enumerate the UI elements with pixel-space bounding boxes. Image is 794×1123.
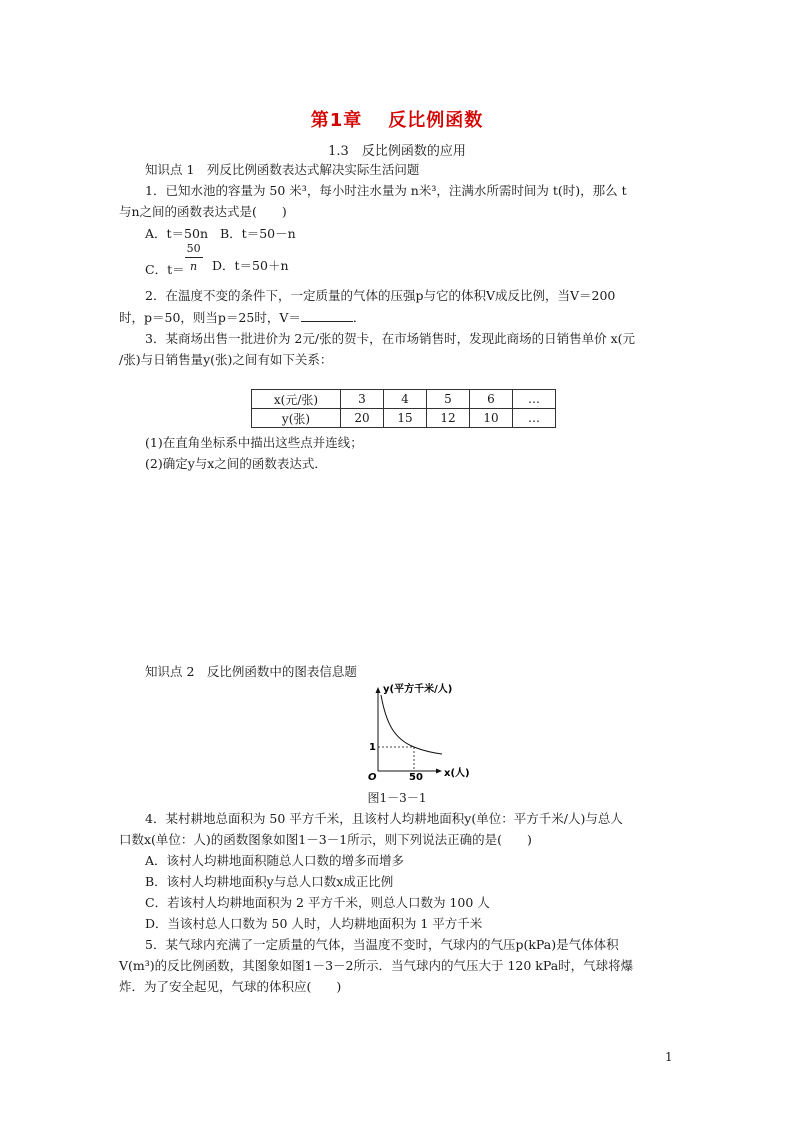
question-1-option-c <box>145 242 203 278</box>
question-2-line-2 <box>119 309 365 326</box>
table-row <box>252 390 556 409</box>
page-number: 1 <box>665 1050 673 1064</box>
table-cell: 12 <box>427 409 470 428</box>
question-2-end: ． <box>352 310 366 325</box>
option-c-label: C．t＝ <box>145 262 185 277</box>
question-5-line-1: 5．某气球内充满了一定质量的气体，当温度不变时，气球内的气压p(kPa)是气体体积 <box>145 937 619 952</box>
question-1-option-a: A．t＝50n <box>145 226 209 241</box>
question-5-line-2: V(m³)的反比例函数，其图象如图1－3－2所示．当气球内的气压大于 120 kPa时，气球将爆 <box>119 958 634 973</box>
price-sales-table <box>251 389 556 428</box>
table-cell: 20 <box>341 409 384 428</box>
question-3-sub-2: (2)确定y与x之间的函数表达式． <box>145 456 327 471</box>
knowledge-point-1: 知识点 1 列反比例函数表达式解决实际生活问题 <box>145 162 420 177</box>
table-cell: 4 <box>384 390 427 409</box>
question-4-option-a: A．该村人均耕地面积随总人口数的增多而增多 <box>145 853 405 868</box>
question-4-option-d: D．当该村总人口数为 50 人时，人均耕地面积为 1 平方千米 <box>145 916 483 931</box>
y-axis-label: y(平方千米/人) <box>383 684 453 695</box>
y-axis-arrow <box>376 687 381 693</box>
question-3-sub-1: (1)在直角坐标系中描出这些点并连线； <box>145 435 363 450</box>
question-4-line-2: 口数x(单位：人)的函数图象如图1－3－1所示，则下列说法正确的是( ) <box>119 832 532 847</box>
chapter-number: 第1章 <box>310 110 363 131</box>
fraction <box>185 242 203 274</box>
question-1-line-2: 与n之间的函数表达式是( ) <box>119 204 287 219</box>
x-tick-label: 50 <box>409 772 423 783</box>
table-cell: 15 <box>384 409 427 428</box>
question-4-option-c: C．若该村人均耕地面积为 2 平方千米，则总人口数为 100 人 <box>145 895 490 910</box>
figure-caption: 图1－3－1 <box>367 791 427 805</box>
answer-blank <box>301 309 353 322</box>
question-3-line-2: /张)与日销售量y(张)之间有如下关系： <box>119 352 333 367</box>
section-title: 1.3 反比例函数的应用 <box>328 144 466 159</box>
table-row <box>252 409 556 428</box>
question-1-option-d: D．t＝50＋n <box>212 258 289 273</box>
chapter-name: 反比例函数 <box>388 110 484 131</box>
table-header-x: x(元/张) <box>252 390 341 409</box>
table-cell: 3 <box>341 390 384 409</box>
table-cell: … <box>513 390 556 409</box>
knowledge-point-2: 知识点 2 反比例函数中的图表信息题 <box>145 664 357 679</box>
table-header-y: y(张) <box>252 409 341 428</box>
question-1-line-1: 1．已知水池的容量为 50 米³，每小时注水量为 n米³，注满水所需时间为 t(时)，那么 t <box>145 183 627 198</box>
fraction-denominator: n <box>190 260 198 273</box>
table-cell: 5 <box>427 390 470 409</box>
question-1-option-b: B．t＝50－n <box>220 226 296 241</box>
x-axis-label: x(人) <box>444 768 470 779</box>
table-cell: 6 <box>470 390 513 409</box>
inverse-proportion-graph <box>358 683 470 783</box>
question-2-text: 时，p＝50，则当p＝25时，V＝ <box>119 310 301 325</box>
origin-label: O <box>368 772 377 783</box>
question-3-line-1: 3．某商场出售一批进价为 2元/张的贺卡，在市场销售时，发现此商场的日销售单价 x(元 <box>145 331 635 346</box>
table-cell: 10 <box>470 409 513 428</box>
question-5-line-3: 炸．为了安全起见，气球的体积应( ) <box>119 979 342 994</box>
y-tick-label: 1 <box>369 742 376 753</box>
fraction-numerator: 50 <box>186 242 201 255</box>
fraction-bar <box>185 257 203 258</box>
x-axis-arrow <box>436 769 442 774</box>
question-2-line-1: 2．在温度不变的条件下，一定质量的气体的压强p与它的体积V成反比例，当V＝200 <box>145 288 616 303</box>
page-title <box>0 106 794 132</box>
question-4-line-1: 4．某村耕地总面积为 50 平方千米，且该村人均耕地面积y(单位：平方千米/人)与总人 <box>145 811 623 826</box>
hyperbola-curve <box>381 695 442 754</box>
question-4-option-b: B．该村人均耕地面积y与总人口数x成正比例 <box>145 874 394 889</box>
table-cell: … <box>513 409 556 428</box>
